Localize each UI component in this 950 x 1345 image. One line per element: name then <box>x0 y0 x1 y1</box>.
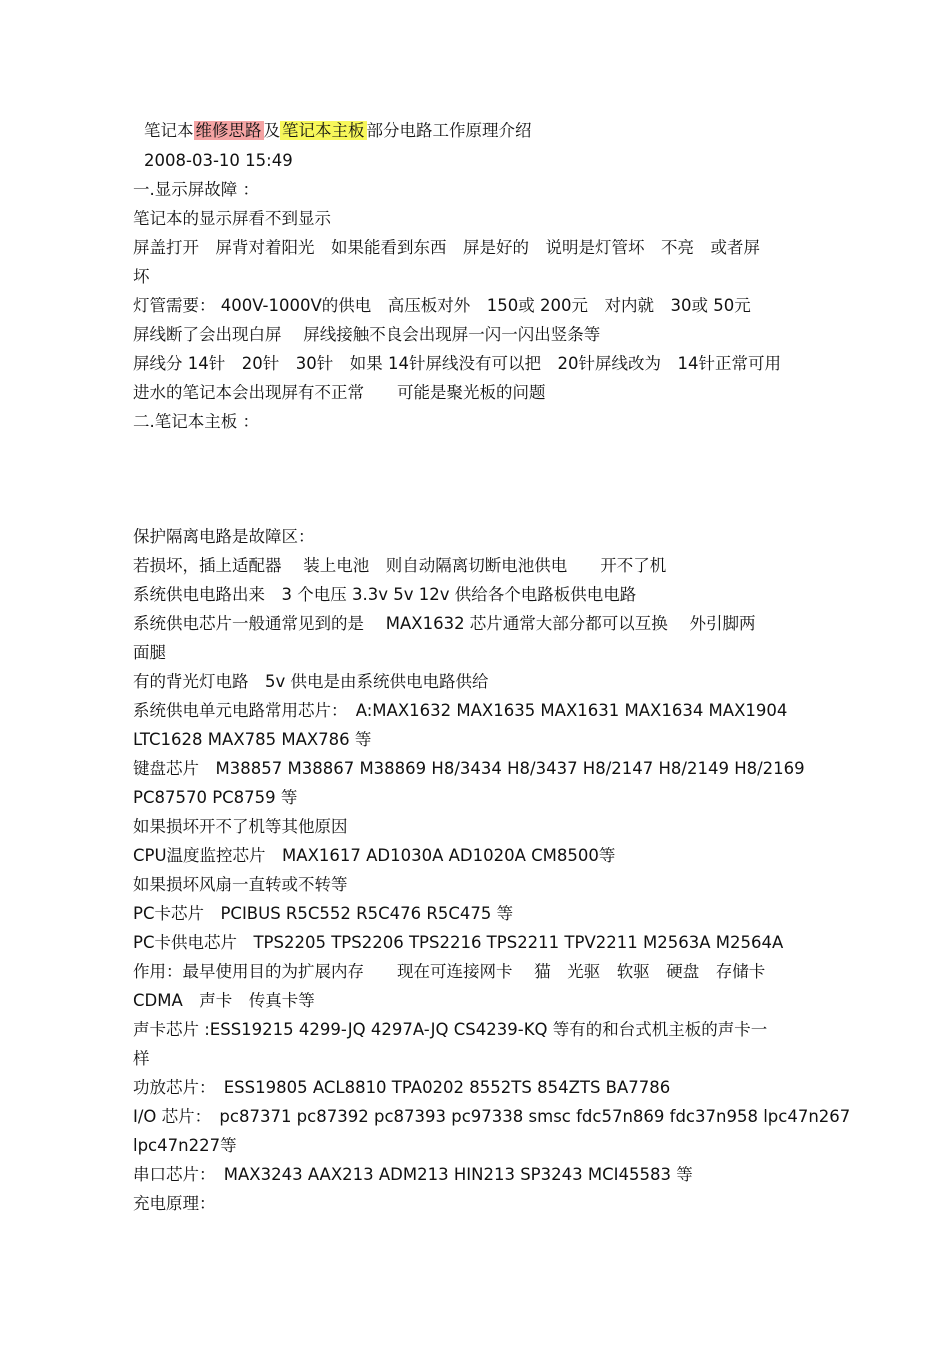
text-line: 进水的笔记本会出现屏有不正常 可能是聚光板的问题 <box>133 383 546 402</box>
title-highlight-motherboard: 笔记本主板 <box>282 121 365 140</box>
section-heading-display: 一.显示屏故障 ： <box>133 180 259 199</box>
text-line: 面腿 <box>133 643 166 662</box>
text-line: 屏盖打开 屏背对着阳光 如果能看到东西 屏是好的 说明是灯管坏 不亮 或者屏 <box>133 238 760 257</box>
text-line: 如果损坏风扇一直转或不转等 <box>133 875 348 894</box>
text-line: 样 <box>133 1049 150 1068</box>
text-line: 笔记本的显示屏看不到显示 <box>133 209 331 228</box>
post-date: 2008-03-10 15:49 <box>144 151 293 170</box>
text-line: 声卡芯片 :ESS19215 4299-JQ 4297A-JQ CS4239-KQ 等有的和台式机主板的声卡一 <box>133 1020 768 1039</box>
text-line: CPU温度监控芯片 MAX1617 AD1030A AD1020A CM8500等 <box>133 846 616 865</box>
text-line: 作用：最早使用目的为扩展内存 现在可连接网卡 猫 光驱 软驱 硬盘 存储卡 <box>133 962 766 981</box>
text-line: 如果损坏开不了机等其他原因 <box>133 817 348 836</box>
text-line: 若损坏，插上适配器 装上电池 则自动隔离切断电池供电 开不了机 <box>133 556 667 575</box>
text-line: 灯管需要： 400V-1000V的供电 高压板对外 150或 200元 对内就 30或 50元 <box>133 296 751 315</box>
section-heading-motherboard: 二.笔记本主板 ： <box>133 412 259 431</box>
text-line: CDMA 声卡 传真卡等 <box>133 991 315 1010</box>
text-line: I/O 芯片： pc87371 pc87392 pc87393 pc97338 smsc fdc57n869 fdc37n958 lpc47n267 <box>133 1107 851 1126</box>
text-line: 有的背光灯电路 5v 供电是由系统供电电路供给 <box>133 672 489 691</box>
text-line: 串口芯片： MAX3243 AAX213 ADM213 HIN213 SP3243 MCI45583 等 <box>133 1165 693 1184</box>
text-line: 功放芯片： ESS19805 ACL8810 TPA0202 8552TS 854ZTS BA7786 <box>133 1078 671 1097</box>
text-line: PC卡芯片 PCIBUS R5C552 R5C476 R5C475 等 <box>133 904 514 923</box>
title-prefix: 笔记本 <box>144 121 194 140</box>
title-suffix: 部分电路工作原理介绍 <box>366 121 532 140</box>
text-line: 保护隔离电路是故障区： <box>133 527 315 546</box>
title-mid: 及 <box>263 121 280 140</box>
text-line: 键盘芯片 M38857 M38867 M38869 H8/3434 H8/3437 H8/2147 H8/2149 H8/2169 <box>133 759 805 778</box>
text-line: lpc47n227等 <box>133 1136 237 1155</box>
text-line: 屏线断了会出现白屏 屏线接触不良会出现屏一闪一闪出竖条等 <box>133 325 601 344</box>
text-line: PC87570 PC8759 等 <box>133 788 298 807</box>
text-line: PC卡供电芯片 TPS2205 TPS2206 TPS2216 TPS2211 TPV2211 M2563A M2564A <box>133 933 784 952</box>
title-highlight-repair-approach: 维修思路 <box>195 121 262 140</box>
text-line: LTC1628 MAX785 MAX786 等 <box>133 730 372 749</box>
text-line: 系统供电单元电路常用芯片： A:MAX1632 MAX1635 MAX1631 MAX1634 MAX1904 <box>133 701 788 720</box>
text-line: 屏线分 14针 20针 30针 如果 14针屏线没有可以把 20针屏线改为 14针正常可用 <box>133 354 781 373</box>
text-line: 坏 <box>133 267 150 286</box>
document-title <box>144 120 532 142</box>
text-line: 系统供电电路出来 3 个电压 3.3v 5v 12v 供给各个电路板供电电路 <box>133 585 637 604</box>
text-line: 系统供电芯片一般通常见到的是 MAX1632 芯片通常大部分都可以互换 外引脚两 <box>133 614 756 633</box>
section-heading-charging: 充电原理： <box>133 1194 216 1213</box>
